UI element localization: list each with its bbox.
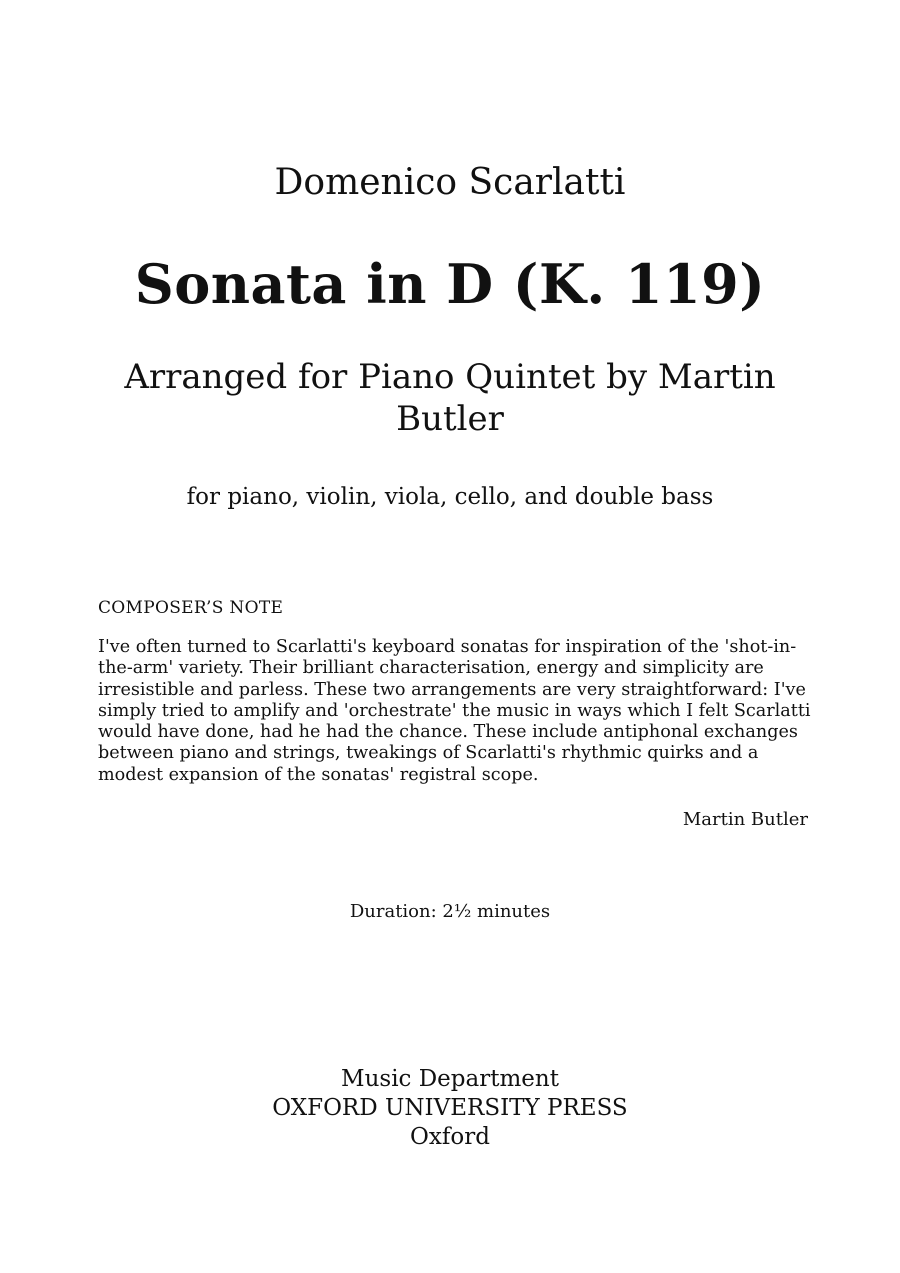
publisher-city: Oxford bbox=[410, 1124, 490, 1150]
instrumentation: for piano, violin, viola, cello, and double bass bbox=[186, 484, 714, 510]
composers-note-body: I've often turned to Scarlatti's keyboard sonatas for inspiration of the 'shot-in-the-arm' variety. Their brilliant characterisation, energy and simplicity are irresistible and parless. These two arrangements are very straightforward: I've simply tried to amplify and 'orchestrate' the music in ways which I felt Scarlatti would have done, had he had the chance. These include antiphonal exchanges between piano and strings, tweakings of Scarlatti's rhythmic quirks and a modest expansion of the sonatas' registral scope. bbox=[98, 637, 811, 785]
arranger-line: Arranged for Piano Quintet by Martin Butler bbox=[124, 357, 776, 439]
publisher-name: OXFORD UNIVERSITY PRESS bbox=[272, 1095, 628, 1121]
composer-name: Domenico Scarlatti bbox=[274, 162, 626, 203]
publisher-department: Music Department bbox=[341, 1066, 559, 1092]
duration: Duration: 2½ minutes bbox=[349, 901, 551, 922]
work-title: Sonata in D (K. 119) bbox=[134, 252, 766, 316]
composers-note-heading: COMPOSER’S NOTE bbox=[98, 598, 284, 618]
composers-note-signature: Martin Butler bbox=[682, 809, 808, 830]
